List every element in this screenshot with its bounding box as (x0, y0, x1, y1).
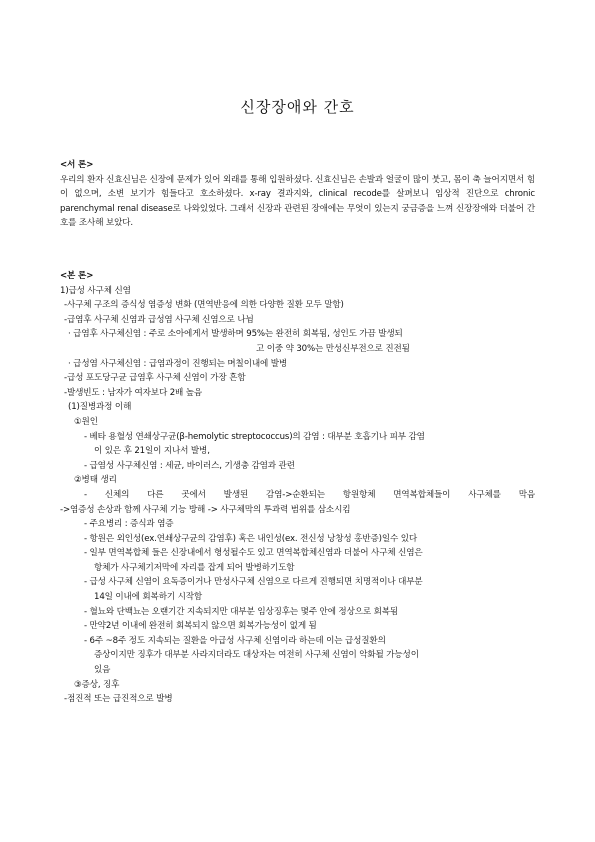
subsection-heading: (1)질병과정 이해 (68, 402, 132, 413)
body-line: 증상이지만 징후가 대부분 사라지더라도 대상자는 여전히 사구체 신염이 악화될 가능성이 (94, 650, 419, 661)
body-line: · 급성염 사구체신염 : 급염과정이 진행되는 며칠이내에 발병 (68, 358, 288, 369)
body-line: - 주요병리 : 증식과 염증 (84, 519, 174, 530)
body-line: ->염증성 손상과 함께 사구체 기능 방해 -> 사구체막의 투과력 범위를 삼소시킴 (60, 504, 351, 515)
body-line: - 항원은 외인성(ex.연쇄상구균의 감염후) 혹은 내인성(ex. 전신성 낭창성 홍반증)일수 있다 (84, 533, 418, 544)
body-line: 있음 (94, 665, 111, 676)
body-line: 14일 이내에 회복하기 시작함 (94, 592, 203, 603)
body-heading: <본 론> (60, 271, 94, 281)
body-line: -급성 포도당구균 급염후 사구체 신염이 가장 흔함 (64, 373, 246, 384)
intro-paragraph: 우리의 환자 신효신님은 신장에 문제가 있어 외래를 통해 입원하셨다. 신효신님은 손발과 얼굴이 많이 붓고, 몸이 축 늘어지면서 힘이 없으며, 소변 보기가 힘들다고 호소하셨다. x-ray 결과지와, clinical recode를 살펴보니 임상적 진단으로 chronic parenchymal renal disease로 나와있었다. 그래서 신장과 관련된 장애에는 무엇이 있는지 궁금증을 느껴 신장장애와 더불어 간호를 조사해 보았다. (60, 174, 535, 229)
body-line: -사구체 구조의 증식성 염증성 변화 (면역반응에 의한 다양한 질환 모두 말함) (64, 300, 344, 311)
body-line: · 급염후 사구체신염 : 주로 소아에게서 발생하며 95%는 완전히 회복됨, 성인도 가끔 발생되 (68, 329, 403, 340)
body-line: 이 있은 후 21일이 지나서 발병, (94, 446, 210, 457)
section-heading-acute-gn: 1)급성 사구체 신염 (60, 285, 131, 296)
body-line: - 급성 사구체 신염이 요독증이거나 만성사구체 신염으로 다르게 진행되면 치명적이나 대부분 (84, 577, 423, 588)
body-line: - 일부 면역복합체 들은 신장내에서 형성될수도 있고 면역복합체신염과 더불어 사구체 신염은 (84, 548, 423, 559)
body-line: - 6주 ~8주 정도 지속되는 질환을 아급성 사구체 신염이라 하는데 이는 급성질환의 (84, 635, 386, 646)
body-line: -발생빈도 : 남자가 여자보다 2배 높음 (64, 387, 203, 398)
subsection-heading: ①원인 (74, 416, 98, 427)
body-line: - 베타 용혈성 연쇄상구균(β-hemolytic streptococcus)의 감염 : 대부분 호흡기나 피부 감염 (84, 431, 425, 442)
body-line: - 급염성 사구체신염 : 세균, 바이러스, 기생충 감염과 관련 (84, 460, 295, 471)
subsection-heading: ③증상, 징후 (74, 679, 120, 690)
body-line: 고 이중 약 30%는 만성신부전으로 진전됨 (256, 343, 410, 354)
body-line: -급염후 사구체 신염과 급성염 사구체 신염으로 나뉨 (64, 314, 254, 325)
subsection-heading: ②병태 생리 (74, 475, 117, 486)
intro-section (60, 158, 535, 231)
body-line: -점진적 또는 급진적으로 발병 (64, 694, 173, 705)
body-line: 항체가 사구체기저막에 자리를 잡게 되어 발병하기도함 (94, 562, 295, 573)
body-line: - 만약2년 이내에 완전히 회복되지 않으면 회복가능성이 없게 됨 (84, 621, 317, 632)
intro-heading: <서 론> (60, 160, 94, 170)
body-line: - 신체의 다른 곳에서 발생된 감염->순환되는 항원항체 면역복합체들이 사구체를 막음 (84, 489, 535, 500)
body-line: - 혈뇨와 단백뇨는 오랜기간 지속되지만 대부분 임상징후는 몇주 안에 정상으로 회복됨 (84, 606, 399, 617)
body-section (60, 269, 535, 707)
document-title: 신장장애와 간호 (240, 98, 355, 116)
